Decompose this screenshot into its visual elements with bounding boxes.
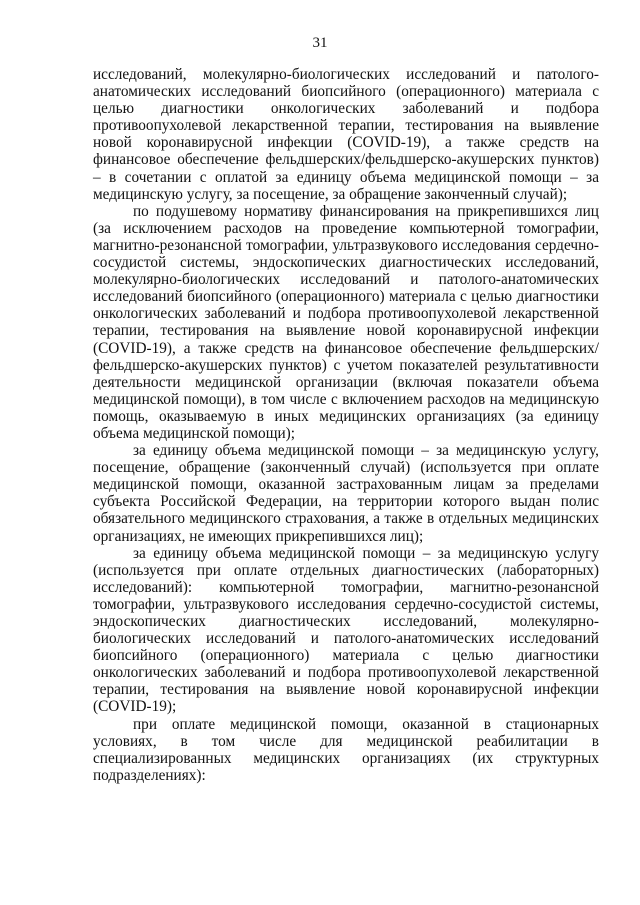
page-number: 31	[312, 35, 328, 51]
paragraph-unit-of-service: за единицу объема медицинской помощи – за медицинскую услугу (используется при оплате отдельных диагностических (лабораторных) исследований): компьютерной томографии, магнитно-резонансной томографии, ультразвукового исследования сердечно-сосудистой системы, эндоскопических диагностических исследований, молекулярно-биологических исследований и патолого-анатомических исследований биопсийного (операционного) материала с целью диагностики онкологических заболеваний и подбора противоопухолевой лекарственной терапии, тестирования на выявление новой коронавирусной инфекции (COVID-19);	[93, 544, 599, 716]
paragraph-continuation: исследований, молекулярно-биологических исследований и патолого-анатомических исследований биопсийного (операционного) материала с целью диагностики онкологических заболеваний и подбора противоопухолевой лекарственной терапии, тестирования на выявление новой коронавирусной инфекции (COVID-19), а также средств на финансовое обеспечение фельдшерских/фельдшерско-акушерских пунктов) – в сочетании с оплатой за единицу объема медицинской помощи – за медицинскую услугу, за посещение, за обращение законченный случай);	[93, 66, 599, 203]
paragraph-unit-of-care: за единицу объема медицинской помощи – за медицинскую услугу, посещение, обращение (законченный случай) (используется при оплате медицинской помощи, оказанной застрахованным лицам за пределами субъекта Российской Федерации, на территории которого выдан полис обязательного медицинского страхования, а также в отдельных медицинских организациях, не имеющих прикрепившихся лиц);	[93, 442, 599, 545]
paragraph-inpatient-care: при оплате медицинской помощи, оказанной в стационарных условиях, в том числе для медицинской реабилитации в специализированных медицинских организациях (их структурных подразделениях):	[93, 715, 599, 784]
paragraph-per-capita-norm: по подушевому нормативу финансирования на прикрепившихся лиц (за исключением расходов на проведение компьютерной томографии, магнитно-резонансной томографии, ультразвукового исследования сердечно-сосудистой системы, эндоскопических диагностических исследований, молекулярно-биологических исследований и патолого-анатомических исследований биопсийного (операционного) материала с целью диагностики онкологических заболеваний и подбора противоопухолевой лекарственной терапии, тестирования на выявление новой коронавирусной инфекции (COVID-19), а также средств на финансовое обеспечение фельдшерских/фельдшерско-акушерских пунктов) с учетом показателей результативности деятельности медицинской организации (включая показатели объема медицинской помощи), в том числе с включением расходов на медицинскую помощь, оказываемую в иных медицинских организациях (за единицу объема медицинской помощи);	[93, 202, 599, 442]
document-body	[93, 66, 599, 784]
